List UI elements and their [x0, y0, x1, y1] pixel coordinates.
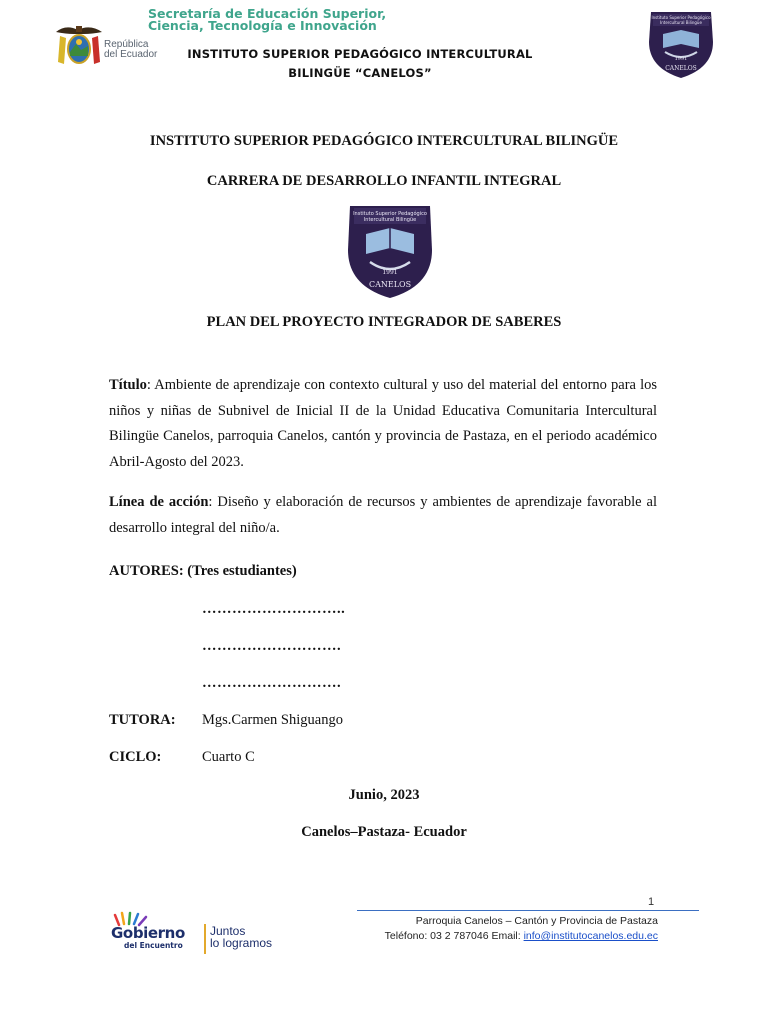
cycle-label: CICLO:	[109, 749, 162, 765]
svg-text:1991: 1991	[674, 56, 688, 62]
footer-contact	[300, 930, 658, 942]
footer-email-link[interactable]: info@institutocanelos.edu.ec	[523, 930, 658, 942]
title-label: Título	[109, 377, 147, 393]
ministry-name	[148, 8, 386, 32]
svg-text:CANELOS: CANELOS	[368, 280, 412, 289]
cycle-value: Cuarto C	[202, 749, 255, 765]
del-ecuador-line: del Ecuador	[104, 49, 158, 60]
authors-label: AUTORES: (Tres estudiantes)	[109, 563, 297, 579]
tutor-value: Mgs.Carmen Shiguango	[202, 712, 343, 728]
canelos-logo-icon	[645, 8, 717, 80]
action-line-paragraph	[109, 490, 657, 541]
svg-text:Instituto Superior Pedagógico: Instituto Superior Pedagógico	[651, 15, 711, 20]
date-line: Junio, 2023	[348, 787, 420, 803]
title-text: : Ambiente de aprendizaje con contexto cultural y uso del material del entorno para los niños y niñas de Subnivel de Inicial II de la Unidad Educativa Comunitaria Intercultural Bilingüe Canelos, parroquia Canelos, cantón y provincia de Pastaza, en el periodo académico Abril-Agosto del 2023.	[109, 377, 657, 470]
tutor-label: TUTORA:	[109, 712, 176, 728]
slogan-line-1: Juntos	[210, 924, 246, 938]
author-3-blank: ……………………….	[202, 675, 342, 691]
republica-line: República	[104, 39, 149, 50]
ministry-line-1: Secretaría de Educación Superior,	[148, 6, 387, 21]
career-title: CARRERA DE DESARROLLO INFANTIL INTEGRAL	[206, 173, 562, 189]
slogan-line-2: lo logramos	[210, 936, 273, 950]
institute-header-line-1: INSTITUTO SUPERIOR PEDAGÓGICO INTERCULTURAL	[187, 47, 533, 61]
institute-header	[160, 45, 560, 83]
author-2-blank: ……………………….	[202, 638, 342, 654]
republica-ecuador-label	[104, 40, 157, 60]
canelos-logo-large-icon	[346, 202, 434, 300]
plan-title: PLAN DEL PROYECTO INTEGRADOR DE SABERES	[206, 314, 562, 330]
page-number: 1	[648, 896, 655, 908]
institute-header-line-2: BILINGÜE “CANELOS”	[288, 66, 432, 80]
place-line: Canelos–Pastaza- Ecuador	[301, 824, 467, 840]
footer-address: Parroquia Canelos – Cantón y Provincia de Pastaza	[415, 915, 658, 927]
footer-phone: Teléfono: 03 2 787046 Email:	[384, 930, 524, 942]
ecuador-coat-of-arms-icon	[54, 22, 104, 70]
svg-text:Intercultural Bilingüe: Intercultural Bilingüe	[660, 20, 702, 25]
svg-text:Instituto Superior Pedagógico: Instituto Superior Pedagógico	[353, 211, 427, 217]
action-line-text: : Diseño y elaboración de recursos y ambientes de aprendizaje favorable al desarrollo integral del niño/a.	[109, 494, 657, 536]
author-1-blank: ………………………..	[202, 601, 346, 617]
svg-text:Intercultural Bilingüe: Intercultural Bilingüe	[363, 217, 417, 223]
action-line-label: Línea de acción	[109, 494, 209, 510]
svg-text:CANELOS: CANELOS	[665, 65, 697, 72]
institute-title: INSTITUTO SUPERIOR PEDAGÓGICO INTERCULTURAL BILINGÜE	[149, 133, 619, 149]
project-title-paragraph	[109, 373, 657, 475]
gobierno-logo-text: Gobierno	[111, 924, 185, 942]
slogan	[210, 925, 272, 949]
svg-text:1991: 1991	[382, 269, 398, 276]
slogan-divider	[204, 924, 206, 954]
ministry-line-2: Ciencia, Tecnología e Innovación	[148, 18, 377, 33]
gobierno-logo-subtext: del Encuentro	[124, 941, 183, 950]
footer-divider	[357, 910, 699, 911]
